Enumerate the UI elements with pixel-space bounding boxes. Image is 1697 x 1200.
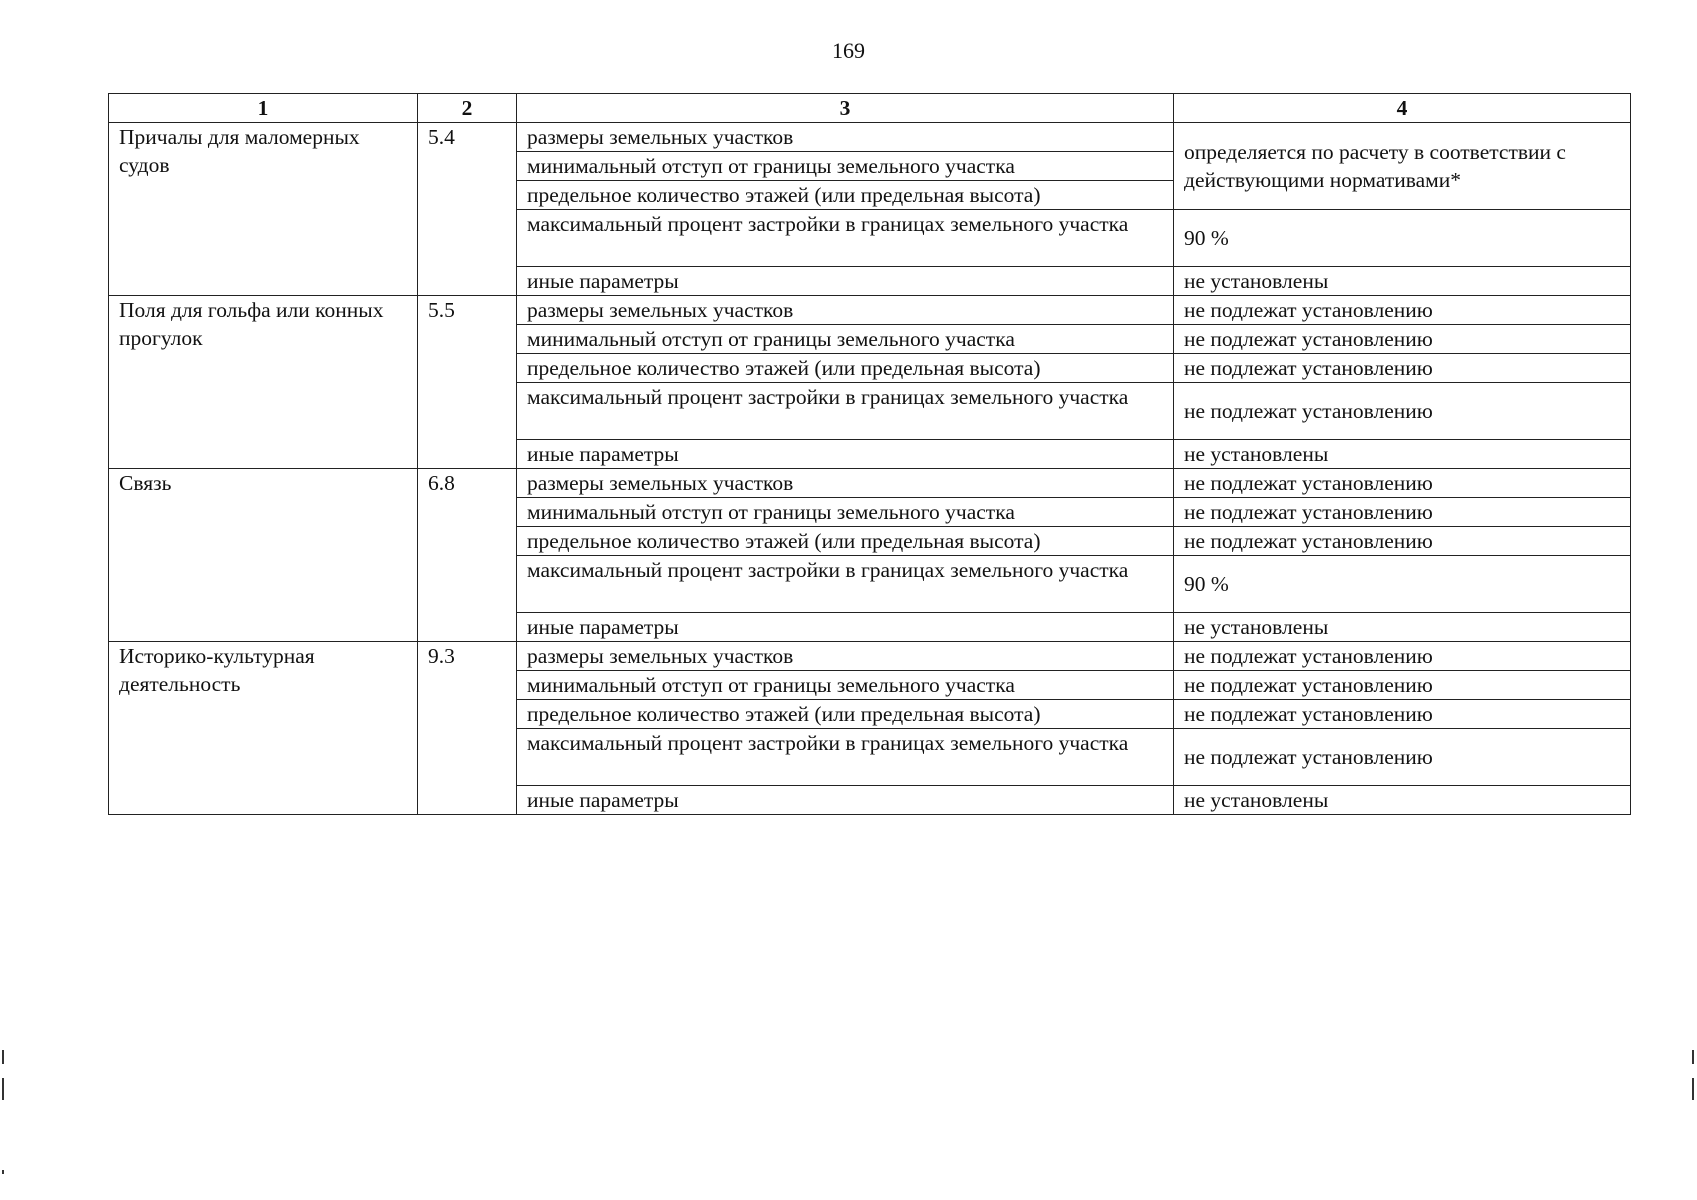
value-cell: не подлежат установлению bbox=[1174, 325, 1631, 354]
value-cell: не подлежат установлению bbox=[1174, 383, 1631, 440]
param-cell: размеры земельных участков bbox=[517, 296, 1174, 325]
param-cell: максимальный процент застройки в границах земельного участка bbox=[517, 729, 1174, 786]
value-cell: не подлежат установлению bbox=[1174, 354, 1631, 383]
param-cell: размеры земельных участков bbox=[517, 123, 1174, 152]
param-cell: размеры земельных участков bbox=[517, 469, 1174, 498]
value-cell: не подлежат установлению bbox=[1174, 700, 1631, 729]
value-cell: 90 % bbox=[1174, 556, 1631, 613]
scan-edge-mark-left bbox=[2, 1078, 4, 1100]
group-code: 6.8 bbox=[418, 469, 517, 642]
value-cell: не подлежат установлению bbox=[1174, 671, 1631, 700]
param-cell: минимальный отступ от границы земельного участка bbox=[517, 152, 1174, 181]
value-cell: не подлежат установлению bbox=[1174, 498, 1631, 527]
group-code: 5.5 bbox=[418, 296, 517, 469]
param-cell: иные параметры bbox=[517, 613, 1174, 642]
header-row bbox=[109, 94, 1631, 123]
param-cell: размеры земельных участков bbox=[517, 642, 1174, 671]
group-name: Поля для гольфа или конных прогулок bbox=[109, 296, 418, 469]
value-cell: не установлены bbox=[1174, 613, 1631, 642]
scan-edge-mark-right bbox=[1692, 1078, 1694, 1100]
param-cell: иные параметры bbox=[517, 786, 1174, 815]
land-use-parameters-table bbox=[108, 93, 1631, 815]
table-row bbox=[109, 642, 1631, 671]
group-code: 9.3 bbox=[418, 642, 517, 815]
param-cell: максимальный процент застройки в границах земельного участка bbox=[517, 210, 1174, 267]
value-cell: не установлены bbox=[1174, 267, 1631, 296]
value-cell: не установлены bbox=[1174, 440, 1631, 469]
param-cell: предельное количество этажей (или предельная высота) bbox=[517, 700, 1174, 729]
group-name: Причалы для маломерных судов bbox=[109, 123, 418, 296]
param-cell: иные параметры bbox=[517, 440, 1174, 469]
param-cell: предельное количество этажей (или предельная высота) bbox=[517, 527, 1174, 556]
table-row bbox=[109, 469, 1631, 498]
table-row bbox=[109, 123, 1631, 152]
scan-edge-mark-left bbox=[2, 1170, 4, 1174]
param-cell: предельное количество этажей (или предельная высота) bbox=[517, 354, 1174, 383]
value-cell: определяется по расчету в соответствии с действующими нормативами* bbox=[1174, 123, 1631, 210]
group-name: Связь bbox=[109, 469, 418, 642]
group-code: 5.4 bbox=[418, 123, 517, 296]
value-cell: 90 % bbox=[1174, 210, 1631, 267]
param-cell: иные параметры bbox=[517, 267, 1174, 296]
param-cell: максимальный процент застройки в границах земельного участка bbox=[517, 383, 1174, 440]
column-header-2: 2 bbox=[418, 94, 517, 123]
value-cell: не подлежат установлению bbox=[1174, 469, 1631, 498]
group-name: Историко-культурная деятельность bbox=[109, 642, 418, 815]
value-cell: не установлены bbox=[1174, 786, 1631, 815]
param-cell: минимальный отступ от границы земельного участка bbox=[517, 325, 1174, 354]
value-cell: не подлежат установлению bbox=[1174, 527, 1631, 556]
scan-edge-mark-right bbox=[1692, 1050, 1694, 1064]
page-number: 169 bbox=[832, 38, 865, 63]
param-cell: минимальный отступ от границы земельного участка bbox=[517, 498, 1174, 527]
param-cell: максимальный процент застройки в границах земельного участка bbox=[517, 556, 1174, 613]
value-cell: не подлежат установлению bbox=[1174, 729, 1631, 786]
table-row bbox=[109, 296, 1631, 325]
column-header-1: 1 bbox=[109, 94, 418, 123]
value-cell: не подлежат установлению bbox=[1174, 642, 1631, 671]
scan-edge-mark-left bbox=[2, 1050, 4, 1064]
value-cell: не подлежат установлению bbox=[1174, 296, 1631, 325]
param-cell: минимальный отступ от границы земельного участка bbox=[517, 671, 1174, 700]
column-header-4: 4 bbox=[1174, 94, 1631, 123]
column-header-3: 3 bbox=[517, 94, 1174, 123]
param-cell: предельное количество этажей (или предельная высота) bbox=[517, 181, 1174, 210]
